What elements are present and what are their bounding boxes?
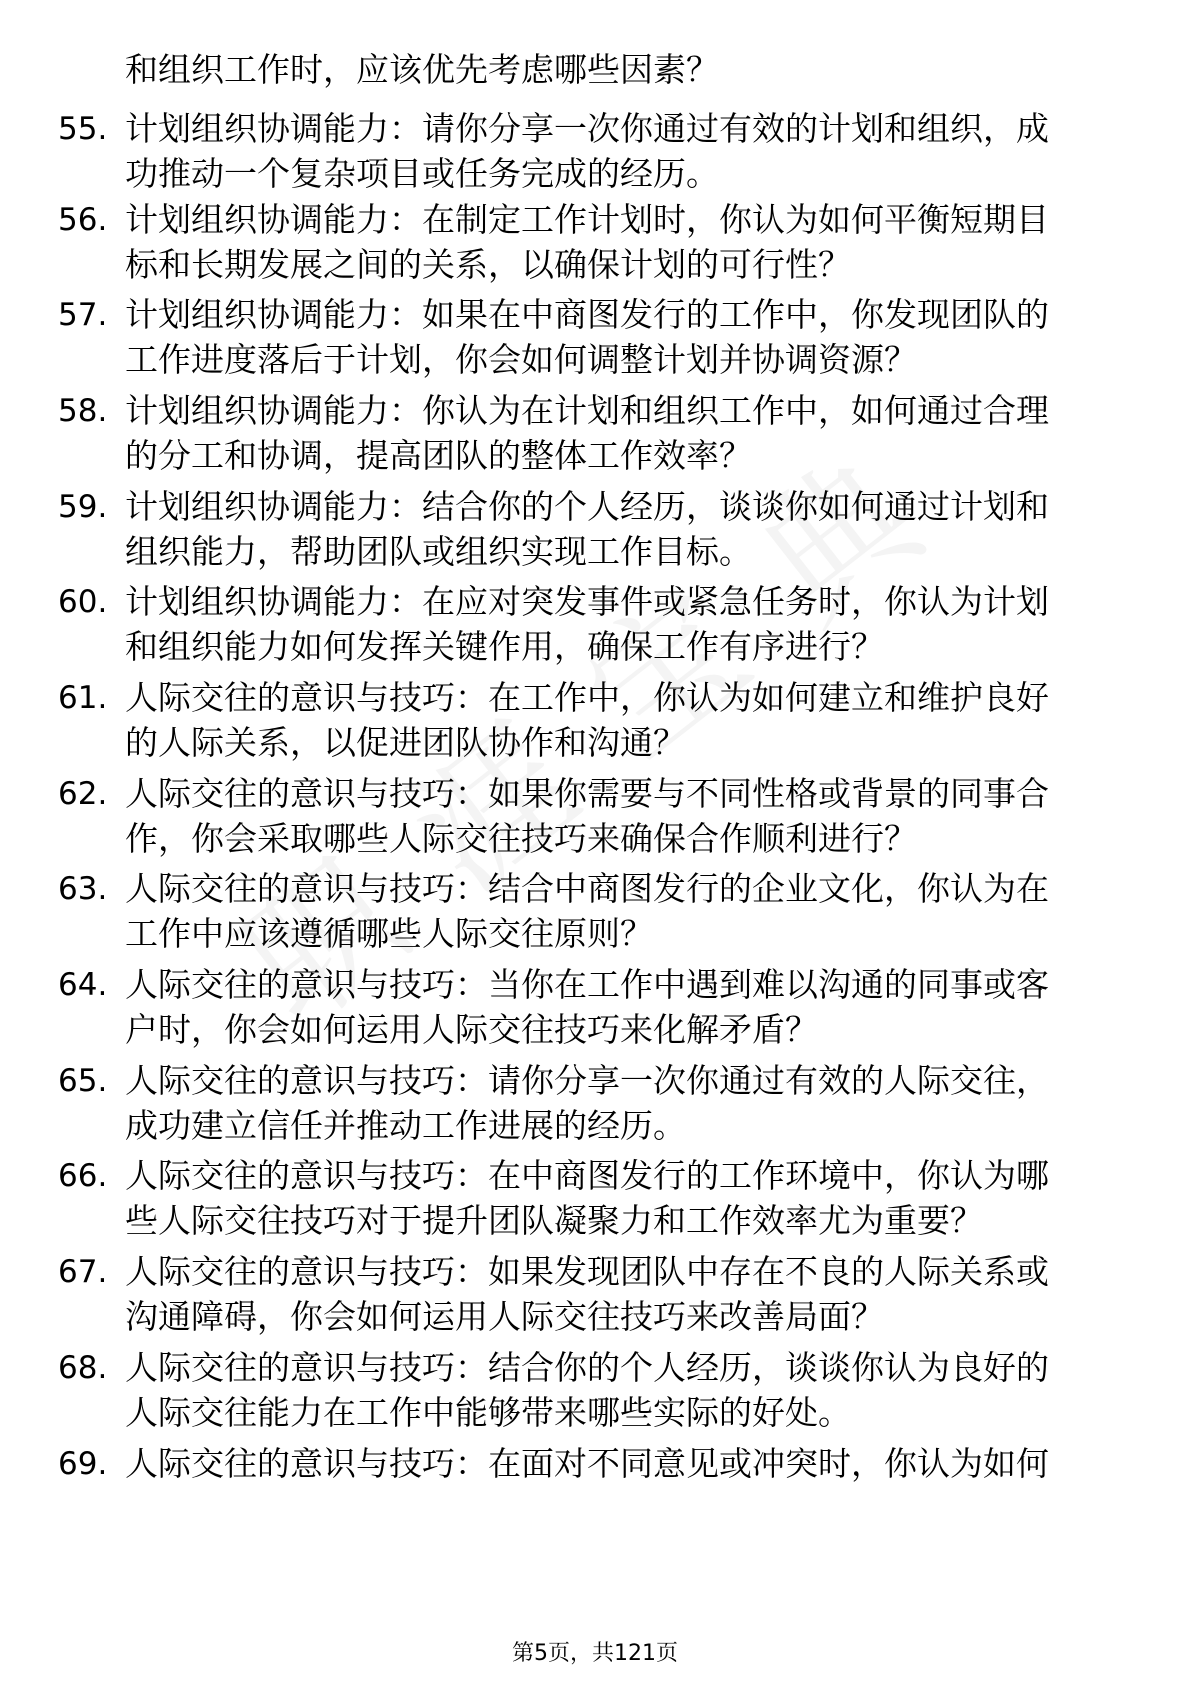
question-item [0, 1154, 1190, 1246]
question-text-line: 人际交往能力在工作中能够带来哪些实际的好处。 [125, 1393, 851, 1432]
question-number: 57. [58, 297, 108, 333]
question-item [0, 198, 1190, 290]
question-text-line: 组织能力，帮助团队或组织实现工作目标。 [125, 532, 752, 571]
question-number: 55. [58, 111, 108, 147]
question-text-line: 作，你会采取哪些人际交往技巧来确保合作顺利进行？ [125, 819, 917, 858]
question-number: 67. [58, 1254, 108, 1290]
question-number: 61. [58, 680, 108, 716]
question-text-line: 人际交往的意识与技巧：当你在工作中遇到难以沟通的同事或客 [125, 965, 1049, 1004]
question-text-line: 人际交往的意识与技巧：请你分享一次你通过有效的人际交往， [125, 1061, 1049, 1100]
question-text-line: 户时，你会如何运用人际交往技巧来化解矛盾？ [125, 1010, 818, 1049]
question-item [0, 772, 1190, 864]
question-text-line: 人际交往的意识与技巧：在面对不同意见或冲突时，你认为如何 [125, 1444, 1049, 1483]
page-footer: 第5页，共121页 [512, 1641, 678, 1666]
question-text-line: 成功建立信任并推动工作进展的经历。 [125, 1106, 686, 1145]
question-text-line: 计划组织协调能力：请你分享一次你通过有效的计划和组织，成 [125, 109, 1049, 148]
question-item [0, 1442, 1190, 1534]
question-text-line: 沟通障碍，你会如何运用人际交往技巧来改善局面？ [125, 1297, 884, 1336]
question-item [0, 580, 1190, 672]
question-item [0, 676, 1190, 768]
question-number: 60. [58, 584, 108, 620]
question-item [0, 485, 1190, 577]
question-number: 59. [58, 489, 108, 525]
question-number: 64. [58, 967, 108, 1003]
question-text-line: 的分工和协调，提高团队的整体工作效率？ [125, 436, 752, 475]
question-item [0, 107, 1190, 199]
question-number: 63. [58, 871, 108, 907]
question-text-line: 人际交往的意识与技巧：如果你需要与不同性格或背景的同事合 [125, 774, 1049, 813]
question-number: 58. [58, 393, 108, 429]
question-text-line: 人际交往的意识与技巧：结合中商图发行的企业文化，你认为在 [125, 869, 1049, 908]
question-item [0, 1250, 1190, 1342]
question-item [0, 389, 1190, 481]
question-item [0, 1059, 1190, 1151]
question-item [0, 867, 1190, 959]
question-text-line: 计划组织协调能力：如果在中商图发行的工作中，你发现团队的 [125, 295, 1049, 334]
question-text-line: 计划组织协调能力：你认为在计划和组织工作中，如何通过合理 [125, 391, 1049, 430]
question-text-line: 人际交往的意识与技巧：在工作中，你认为如何建立和维护良好 [125, 678, 1049, 717]
question-text-line: 功推动一个复杂项目或任务完成的经历。 [125, 154, 719, 193]
question-number: 68. [58, 1350, 108, 1386]
continuation-line: 和组织工作时，应该优先考虑哪些因素？ [125, 50, 719, 89]
question-item [0, 293, 1190, 385]
question-text-line: 和组织能力如何发挥关键作用，确保工作有序进行？ [125, 627, 884, 666]
question-text-line: 人际交往的意识与技巧：在中商图发行的工作环境中，你认为哪 [125, 1156, 1049, 1195]
question-item [0, 1346, 1190, 1438]
question-text-line: 计划组织协调能力：在应对突发事件或紧急任务时，你认为计划 [125, 582, 1049, 621]
question-number: 69. [58, 1446, 108, 1482]
question-number: 66. [58, 1158, 108, 1194]
question-text-line: 计划组织协调能力：在制定工作计划时，你认为如何平衡短期目 [125, 200, 1049, 239]
question-text-line: 工作中应该遵循哪些人际交往原则？ [125, 914, 653, 953]
question-number: 65. [58, 1063, 108, 1099]
question-text-line: 标和长期发展之间的关系，以确保计划的可行性？ [125, 245, 851, 284]
question-text-line: 些人际交往技巧对于提升团队凝聚力和工作效率尤为重要？ [125, 1201, 983, 1240]
question-text-line: 计划组织协调能力：结合你的个人经历，谈谈你如何通过计划和 [125, 487, 1049, 526]
question-text-line: 的人际关系，以促进团队协作和沟通？ [125, 723, 686, 762]
question-item [0, 963, 1190, 1055]
question-number: 56. [58, 202, 108, 238]
question-text-line: 人际交往的意识与技巧：结合你的个人经历，谈谈你认为良好的 [125, 1348, 1049, 1387]
question-number: 62. [58, 776, 108, 812]
question-text-line: 工作进度落后于计划，你会如何调整计划并协调资源？ [125, 340, 917, 379]
question-text-line: 人际交往的意识与技巧：如果发现团队中存在不良的人际关系或 [125, 1252, 1049, 1291]
